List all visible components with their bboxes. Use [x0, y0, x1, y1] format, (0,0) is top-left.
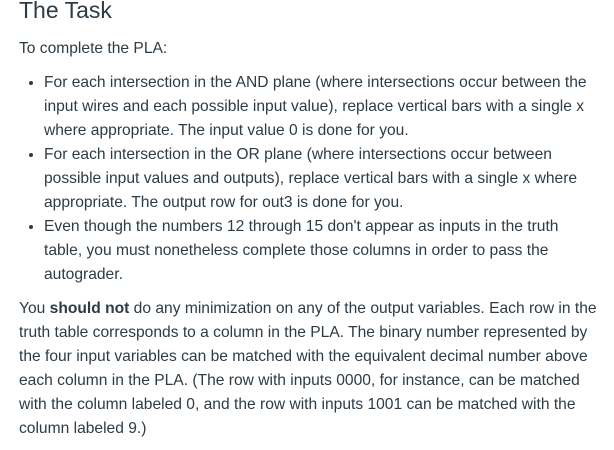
closing-suffix: do any minimization on any of the output variables. Each row in the truth table corresponds to a column in the PLA. The binary number represented by the four input variables can be matched with the equivalent decimal number above each column in the PLA. (The row with inputs 0000, for instance, can be matched with the column labeled 0, and the row with inputs 1001 can be matched with the column labeled 9.): [19, 300, 597, 437]
instruction-and-plane: • For each intersection in the AND plane (where intersections occur between the input wires and each possible input value), replace vertical bars with a single x where appropriate. The input value 0 is done for you.: [44, 71, 597, 143]
instruction-list: [19, 71, 597, 287]
closing-prefix: You: [19, 300, 50, 317]
closing-emphasis: should not: [49, 300, 130, 317]
section-heading: The Task: [19, 0, 112, 23]
instruction-columns-12-15: • Even though the numbers 12 through 15 don't appear as inputs in the truth table, you must nonetheless complete those columns in order to pass the autograder.: [44, 215, 597, 287]
intro-paragraph: To complete the PLA:: [19, 40, 168, 57]
closing-paragraph: [19, 297, 597, 441]
task-section: [19, 0, 597, 441]
instruction-or-plane: • For each intersection in the OR plane (where intersections occur between possible input values and outputs), replace vertical bars with a single x where appropriate. The output row for out3 is done for you.: [44, 143, 597, 215]
